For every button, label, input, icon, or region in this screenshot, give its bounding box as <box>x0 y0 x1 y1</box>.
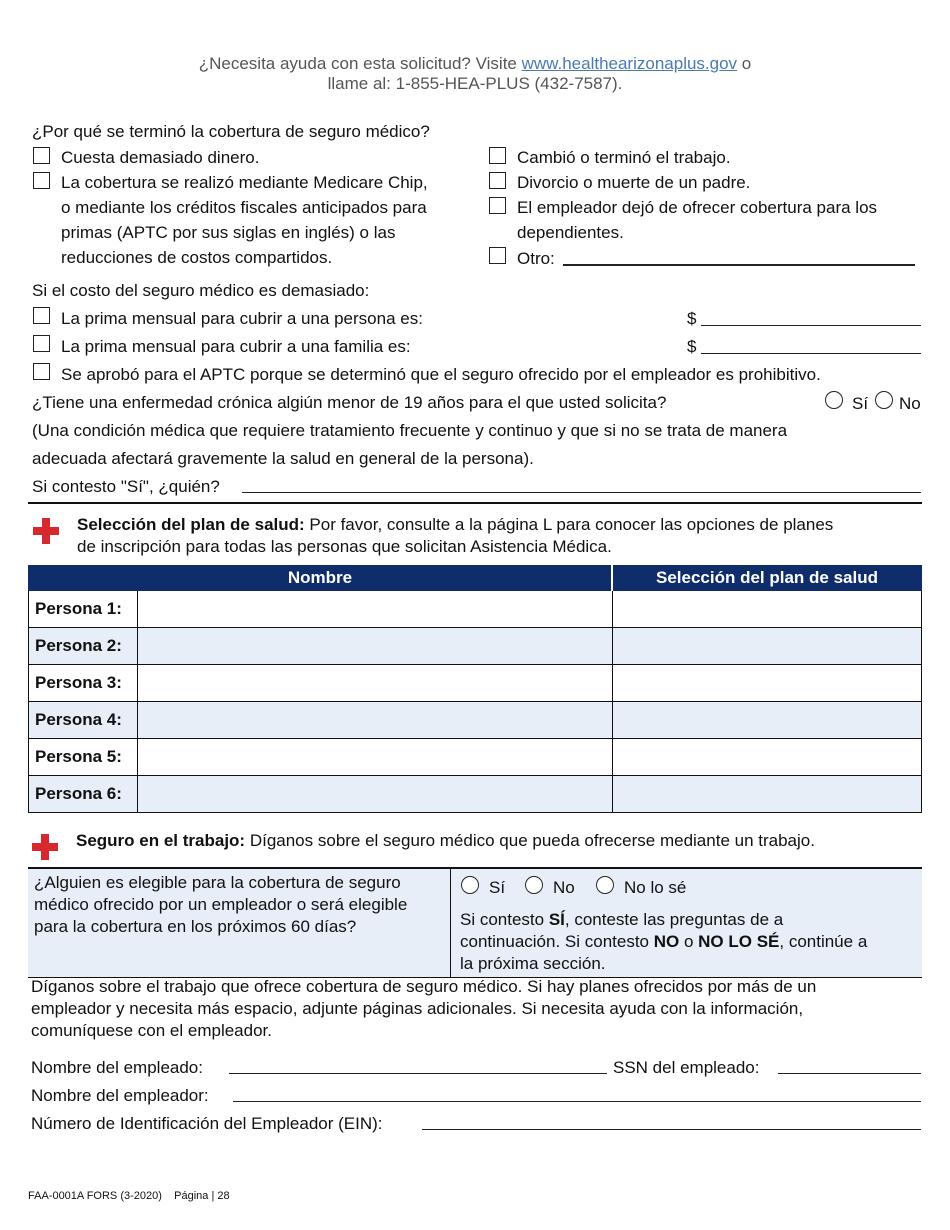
checkbox-employer-dependents[interactable] <box>489 197 506 214</box>
label-aptc: Se aprobó para el APTC porque se determinó que el seguro ofrecido por el empleador es prohibitivo. <box>61 365 821 384</box>
employee-name-label: Nombre del empleado: <box>31 1058 203 1077</box>
table-row: Persona 1: <box>29 591 922 628</box>
radio-chronic-yes[interactable] <box>825 391 843 409</box>
label-employer-1: El empleador dejó de ofrecer cobertura para los <box>517 198 878 217</box>
chronic-desc-2: adecuada afectará gravemente la salud en general de la persona). <box>32 449 534 468</box>
plan-cell[interactable] <box>612 628 922 665</box>
radio-eligible-yes[interactable] <box>461 876 479 894</box>
table-row: Persona 4: <box>29 702 922 739</box>
label-employer-2: dependientes. <box>517 223 624 242</box>
divider <box>28 502 922 504</box>
tell-us-3: comuníquese con el empleador. <box>31 1021 272 1040</box>
employee-name-input[interactable] <box>229 1073 607 1074</box>
name-cell[interactable] <box>138 665 612 702</box>
label-other: Otro: <box>517 249 555 268</box>
checkbox-premium-person[interactable] <box>33 307 50 324</box>
label-medicare-2: o mediante los créditos fiscales anticipados para <box>61 198 427 217</box>
divider <box>450 869 451 977</box>
chronic-who-label: Si contesto "Sí", ¿quién? <box>32 477 220 496</box>
label-chronic-no: No <box>899 394 921 413</box>
form-number: FAA-0001A FORS (3-2020) <box>28 1190 162 1202</box>
checkbox-premium-family[interactable] <box>33 335 50 352</box>
dollar-sign: $ <box>687 309 697 328</box>
dollar-sign: $ <box>687 337 697 356</box>
plan-selection-table <box>28 565 922 813</box>
chronic-desc-1: (Una condición médica que requiere tratamiento frecuente y continuo y que si no se trata de manera <box>32 421 788 440</box>
coverage-end-question: ¿Por qué se terminó la cobertura de seguro médico? <box>32 122 430 141</box>
label-premium-person: La prima mensual para cubrir a una persona es: <box>61 309 423 328</box>
chronic-who-input[interactable] <box>242 492 921 493</box>
table-row: Persona 2: <box>29 628 922 665</box>
eligibility-instruction-3: la próxima sección. <box>460 954 606 973</box>
name-cell[interactable] <box>138 591 612 628</box>
radio-eligible-dontknow[interactable] <box>596 876 614 894</box>
label-medicare-1: La cobertura se realizó mediante Medicare Chip, <box>61 173 428 192</box>
eligibility-question-3: para la cobertura en los próximos 60 días? <box>34 917 357 936</box>
label-chronic-yes: Sí <box>852 394 869 413</box>
label-eligible-no: No <box>553 878 575 897</box>
col-header-name: Nombre <box>29 566 613 591</box>
ein-input[interactable] <box>422 1129 921 1130</box>
red-cross-icon <box>32 834 58 860</box>
chronic-question: ¿Tiene una enfermedad crónica algiún menor de 19 años para el que usted solicita? <box>32 393 667 412</box>
plan-cell[interactable] <box>612 739 922 776</box>
plan-cell[interactable] <box>612 665 922 702</box>
table-row: Persona 6: <box>29 776 922 813</box>
ein-label: Número de Identificación del Empleador (EIN): <box>31 1114 383 1133</box>
radio-eligible-no[interactable] <box>525 876 543 894</box>
label-premium-family: La prima mensual para cubrir a una familia es: <box>61 337 411 356</box>
label-eligible-yes: Sí <box>489 878 506 897</box>
page-number: Página | 28 <box>174 1190 230 1202</box>
eligibility-instruction-2: continuación. Si contesto NO o NO LO SÉ, continúe a <box>460 932 868 951</box>
tell-us-2: empleador y necesita más espacio, adjunte páginas adicionales. Si necesita ayuda con la información, <box>31 999 804 1018</box>
name-cell[interactable] <box>138 702 612 739</box>
name-cell[interactable] <box>138 739 612 776</box>
eligibility-question-1: ¿Alguien es elegible para la cobertura de seguro <box>34 873 401 892</box>
cost-intro: Si el costo del seguro médico es demasiado: <box>32 281 370 300</box>
employer-name-input[interactable] <box>233 1101 921 1102</box>
help-text: ¿Necesita ayuda con esta solicitud? Visite www.healthearizonaplus.gov o llame al: 1-855-HEA-PLUS (432-7587). <box>198 54 752 93</box>
label-medicare-3: primas (APTC por sus siglas en inglés) o las <box>61 223 396 242</box>
label-eligible-dontknow: No lo sé <box>624 878 687 897</box>
eligibility-instruction-1: Si contesto SÍ, conteste las preguntas de a <box>460 910 784 929</box>
plan-cell[interactable] <box>612 776 922 813</box>
name-cell[interactable] <box>138 776 612 813</box>
table-row: Persona 5: <box>29 739 922 776</box>
label-divorce: Divorcio o muerte de un padre. <box>517 173 751 192</box>
other-input[interactable] <box>563 264 915 266</box>
premium-person-input[interactable] <box>701 325 921 326</box>
label-medicare-4: reducciones de costos compartidos. <box>61 248 333 267</box>
checkbox-divorce[interactable] <box>489 172 506 189</box>
help-link[interactable]: www.healthearizonaplus.gov <box>521 54 738 73</box>
checkbox-other[interactable] <box>489 247 506 264</box>
work-eligibility-box <box>28 867 922 978</box>
red-cross-icon <box>33 518 59 544</box>
work-insurance-text: Seguro en el trabajo: Díganos sobre el seguro médico que pueda ofrecerse mediante un trabajo. <box>76 831 815 850</box>
employee-ssn-label: SSN del empleado: <box>613 1058 760 1077</box>
employee-ssn-input[interactable] <box>778 1073 921 1074</box>
radio-chronic-no[interactable] <box>875 391 893 409</box>
plan-cell[interactable] <box>612 591 922 628</box>
plan-selection-text-1: Selección del plan de salud: Por favor, consulte a la página L para conocer las opciones de planes <box>77 515 834 534</box>
footer <box>28 1190 230 1202</box>
employer-name-label: Nombre del empleador: <box>31 1086 209 1105</box>
checkbox-cost[interactable] <box>33 147 50 164</box>
name-cell[interactable] <box>138 628 612 665</box>
label-job: Cambió o terminó el trabajo. <box>517 148 731 167</box>
checkbox-job[interactable] <box>489 147 506 164</box>
plan-cell[interactable] <box>612 702 922 739</box>
plan-selection-text-2: de inscripción para todas las personas que solicitan Asistencia Médica. <box>77 537 612 556</box>
checkbox-aptc[interactable] <box>33 363 50 380</box>
tell-us-1: Díganos sobre el trabajo que ofrece cobertura de seguro médico. Si hay planes ofrecidos por más de un <box>31 977 817 996</box>
checkbox-medicare[interactable] <box>33 172 50 189</box>
eligibility-question-2: médico ofrecido por un empleador o será elegible <box>34 895 408 914</box>
help-phone: llame al: 1-855-HEA-PLUS (432-7587). <box>327 74 623 93</box>
label-cost: Cuesta demasiado dinero. <box>61 148 260 167</box>
col-header-plan: Selección del plan de salud <box>612 566 922 591</box>
table-row: Persona 3: <box>29 665 922 702</box>
premium-family-input[interactable] <box>701 353 921 354</box>
